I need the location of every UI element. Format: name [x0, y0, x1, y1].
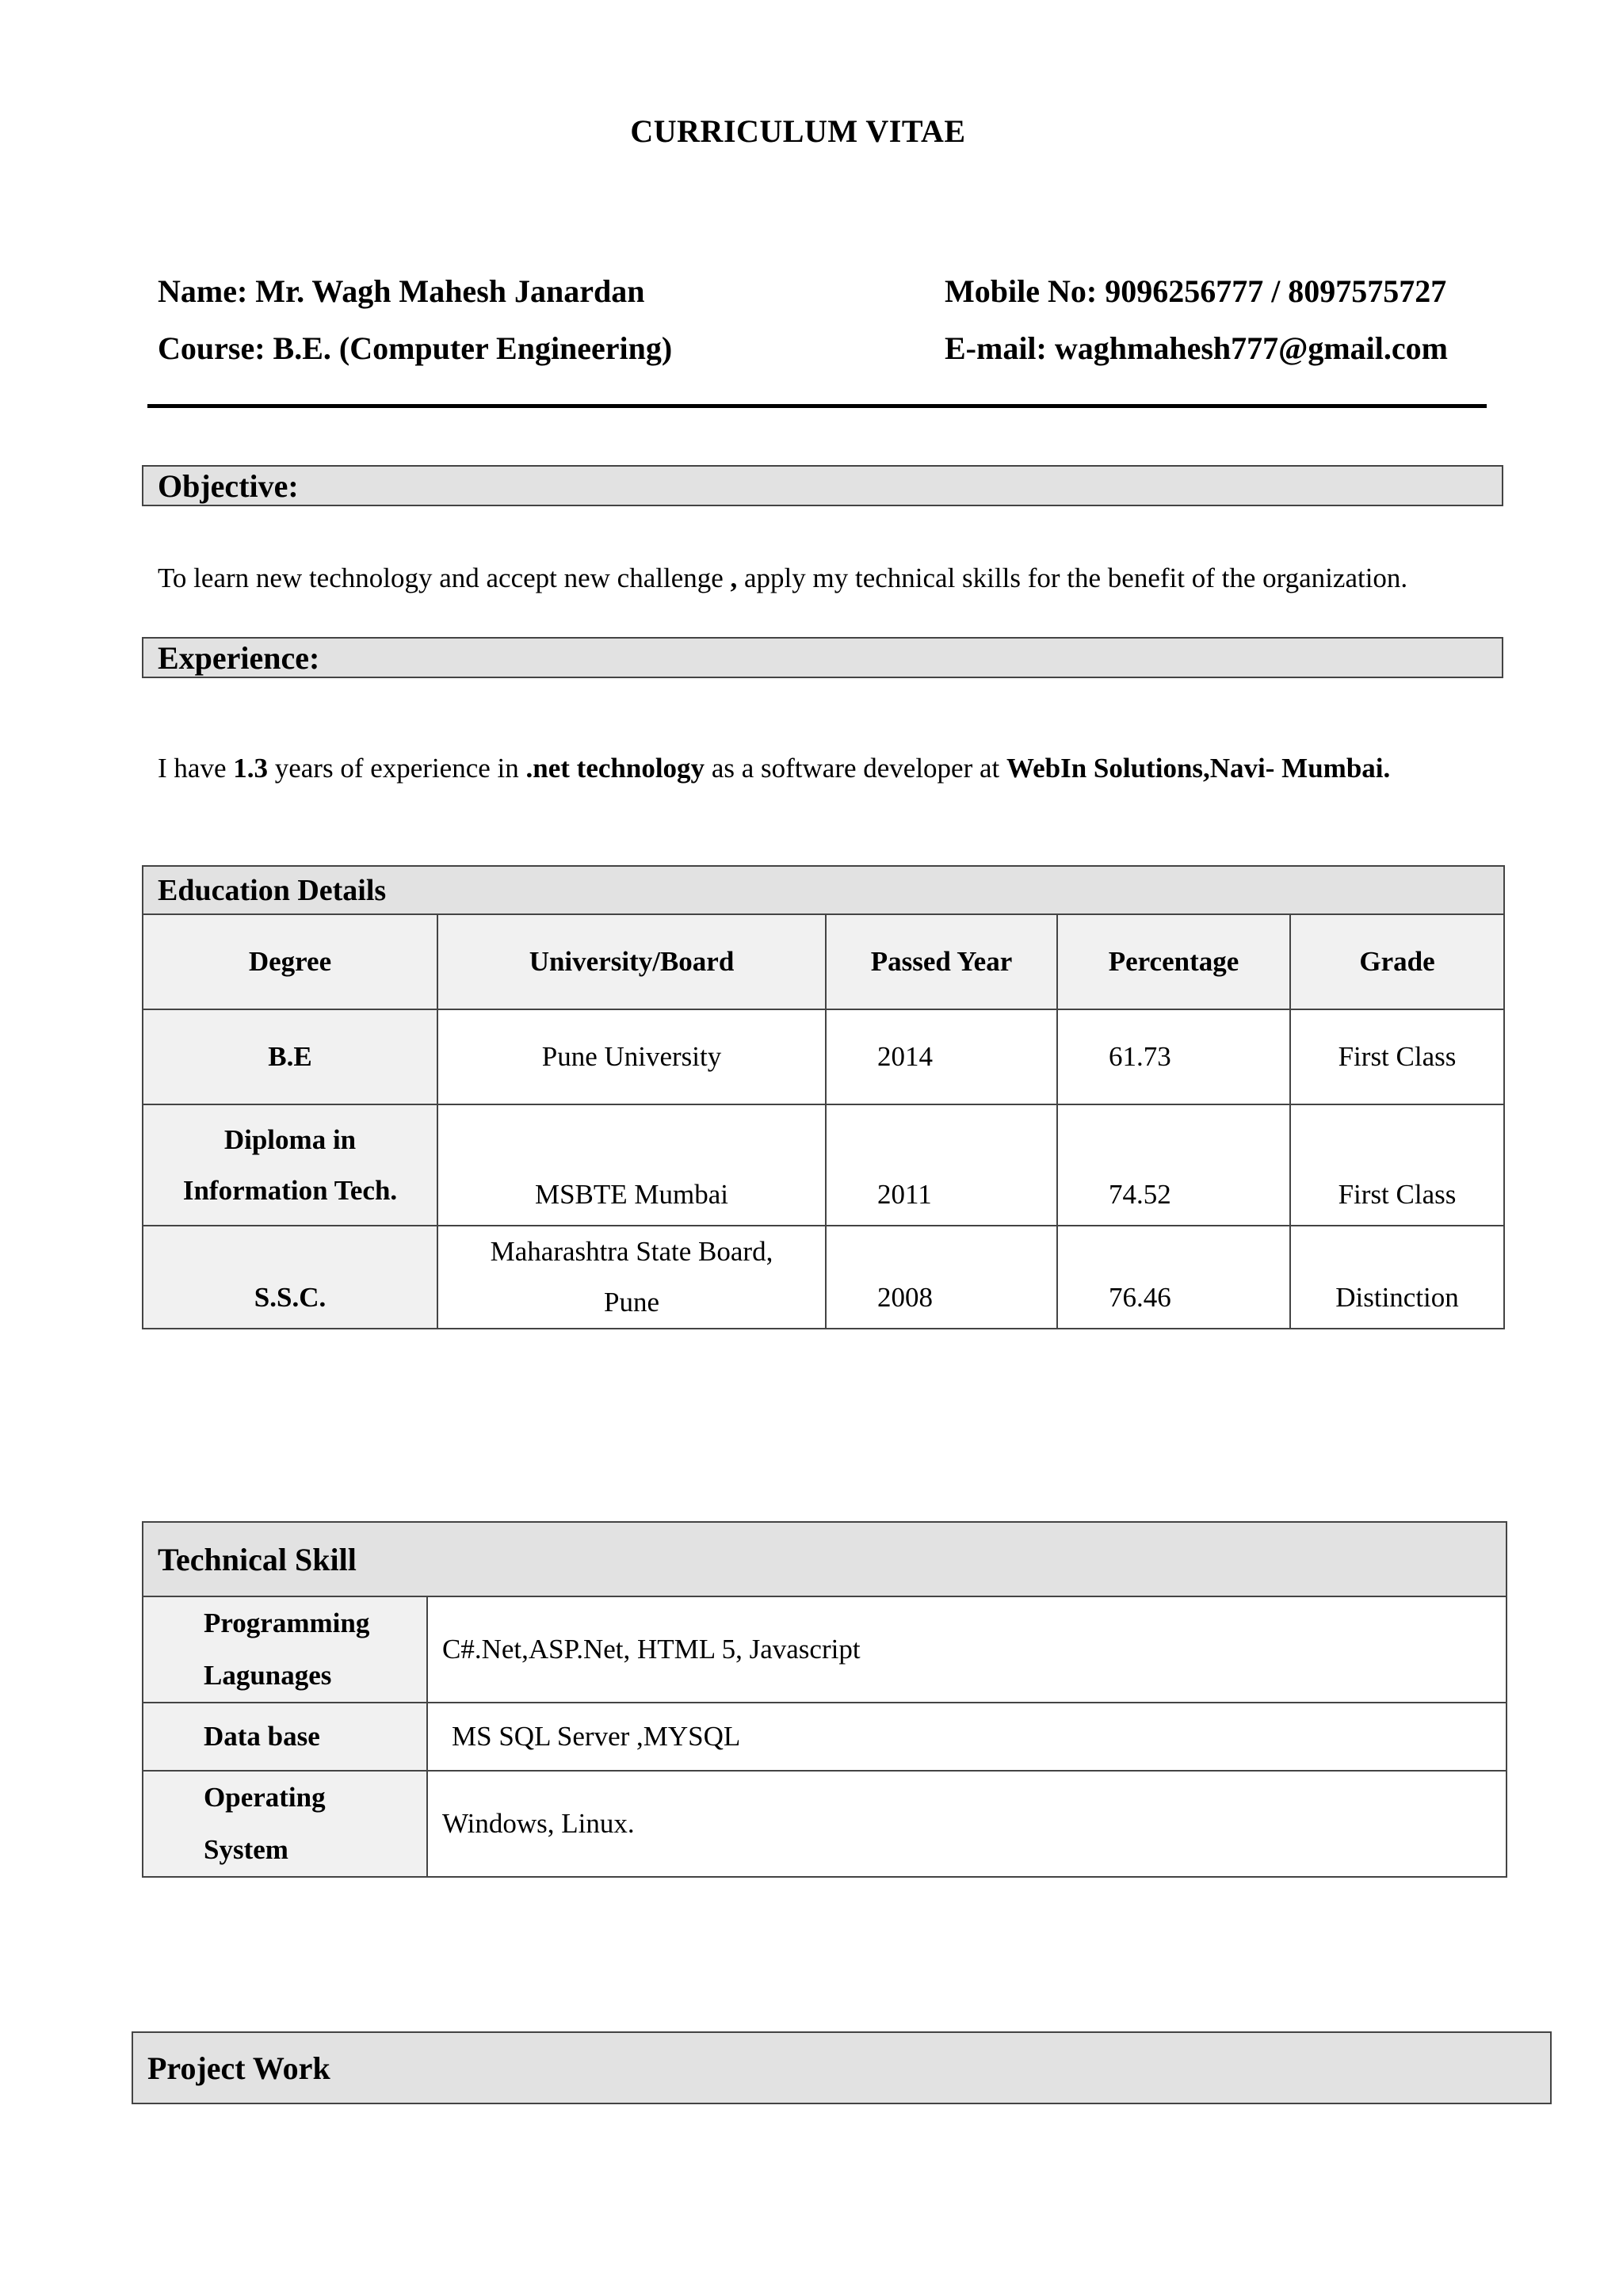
- experience-t2: years of experience in: [267, 753, 526, 784]
- skill-label-line-2: Lagunages: [204, 1660, 332, 1691]
- skill-label-line-1: Programming: [204, 1608, 370, 1638]
- objective-text: [158, 563, 1407, 594]
- candidate-course: Course: B.E. (Computer Engineering): [158, 330, 673, 366]
- column-header-degree: Degree: [143, 914, 437, 1009]
- experience-technology: .net technology: [525, 753, 705, 784]
- table-row: [143, 1771, 1507, 1877]
- experience-company: WebIn Solutions,Navi- Mumbai.: [1006, 753, 1391, 784]
- university-line-2: Pune: [604, 1287, 659, 1318]
- skill-value: MS SQL Server ,MYSQL: [427, 1703, 1507, 1771]
- objective-text-b: ,: [730, 563, 745, 593]
- experience-text: [158, 753, 1390, 784]
- objective-heading: Objective:: [142, 465, 1503, 506]
- skill-label: [143, 1596, 427, 1703]
- experience-years: 1.3: [233, 753, 268, 784]
- degree-line-1: Diploma in: [223, 1123, 357, 1155]
- project-work-heading: Project Work: [132, 2031, 1552, 2104]
- percentage-cell: 76.46: [1057, 1226, 1290, 1329]
- table-row: [143, 1226, 1504, 1329]
- year-cell: 2011: [826, 1104, 1057, 1226]
- experience-t3: as a software developer at: [705, 753, 1006, 784]
- column-header-grade: Grade: [1290, 914, 1504, 1009]
- university-line-1: Maharashtra State Board,: [490, 1236, 773, 1267]
- year-cell: 2008: [826, 1226, 1057, 1329]
- degree-cell: B.E: [143, 1009, 437, 1104]
- technical-skill-table: [142, 1521, 1507, 1878]
- experience-heading: Experience:: [142, 637, 1503, 678]
- objective-text-c: apply my technical skills for the benefit of the organization.: [744, 563, 1408, 593]
- percentage-cell: 74.52: [1057, 1104, 1290, 1226]
- grade-cell: First Class: [1290, 1009, 1504, 1104]
- skill-label-line-2: System: [204, 1834, 288, 1865]
- skill-label: [143, 1771, 427, 1877]
- grade-cell: First Class: [1290, 1104, 1504, 1226]
- column-header-percentage: Percentage: [1057, 914, 1290, 1009]
- university-cell: Pune University: [437, 1009, 826, 1104]
- candidate-name: Name: Mr. Wagh Mahesh Janardan: [158, 273, 645, 309]
- skill-label-line-1: Operating: [204, 1782, 326, 1813]
- column-header-year: Passed Year: [826, 914, 1057, 1009]
- objective-text-a: To learn new technology and accept new challenge: [158, 563, 731, 593]
- experience-t1: I have: [158, 753, 234, 784]
- degree-line-2: Information Tech.: [182, 1174, 398, 1206]
- university-cell: [437, 1226, 826, 1329]
- university-cell: MSBTE Mumbai: [437, 1104, 826, 1226]
- table-row: [143, 1703, 1507, 1771]
- degree-cell: [143, 1104, 437, 1226]
- column-header-university: University/Board: [437, 914, 826, 1009]
- mobile-number: Mobile No: 9096256777 / 8097575727: [945, 273, 1447, 309]
- header-divider: [147, 404, 1487, 408]
- skill-label: Data base: [143, 1703, 427, 1771]
- technical-skill-heading: Technical Skill: [143, 1522, 1507, 1596]
- education-heading: Education Details: [143, 866, 1504, 914]
- degree-cell: S.S.C.: [143, 1226, 437, 1329]
- skill-value: C#.Net,ASP.Net, HTML 5, Javascript: [427, 1596, 1507, 1703]
- grade-cell: Distinction: [1290, 1226, 1504, 1329]
- education-table: [142, 865, 1505, 1329]
- percentage-cell: 61.73: [1057, 1009, 1290, 1104]
- skill-value: Windows, Linux.: [427, 1771, 1507, 1877]
- document-title: CURRICULUM VITAE: [630, 113, 966, 149]
- table-row: [143, 1009, 1504, 1104]
- table-row: [143, 1104, 1504, 1226]
- year-cell: 2014: [826, 1009, 1057, 1104]
- email-address: E-mail: waghmahesh777@gmail.com: [945, 330, 1448, 366]
- table-row: [143, 1596, 1507, 1703]
